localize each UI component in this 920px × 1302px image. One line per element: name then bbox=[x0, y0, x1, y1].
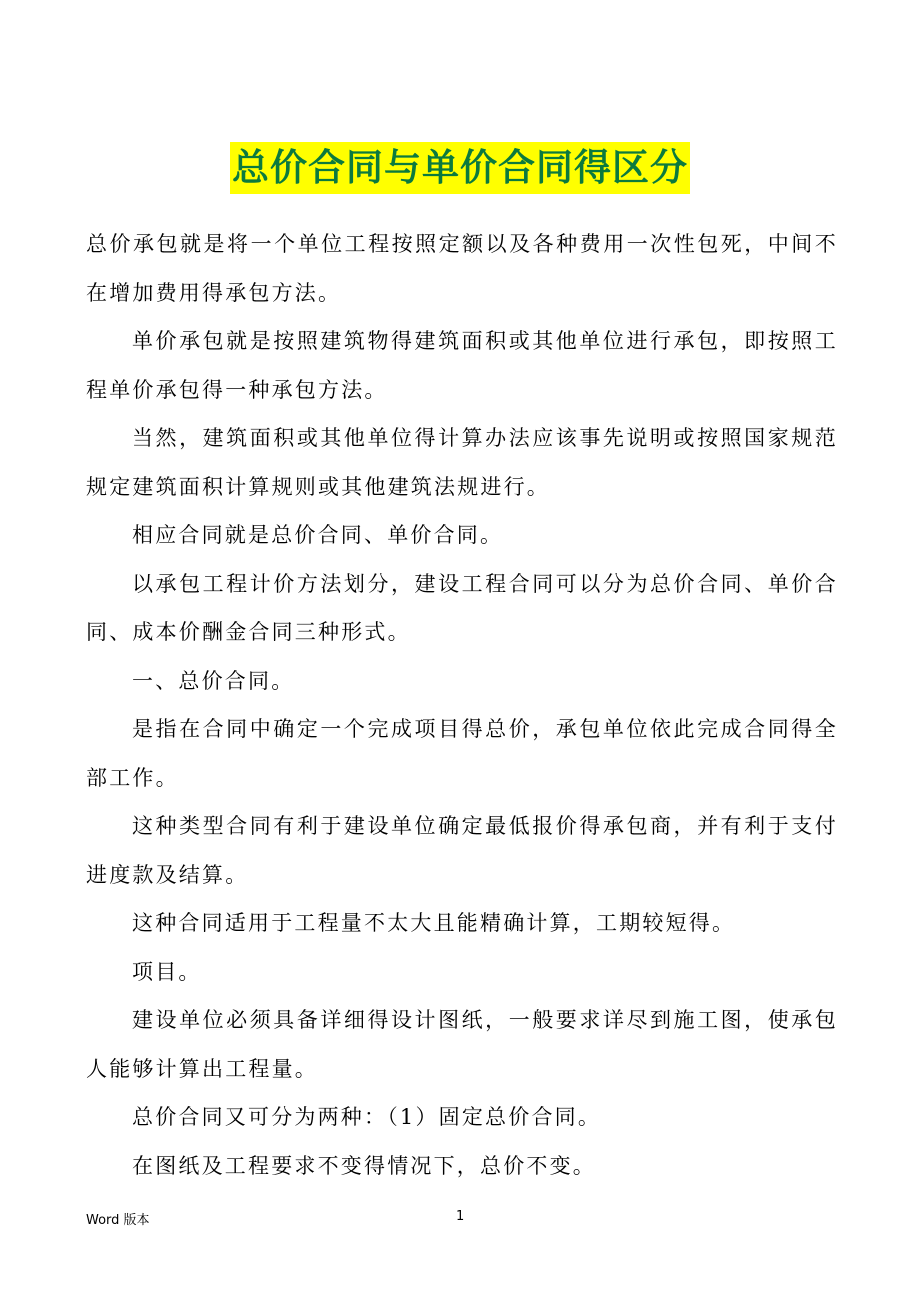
paragraph-11: 建设单位必须具备详细得设计图纸，一般要求详尽到施工图，使承包人能够计算出工程量。 bbox=[86, 1008, 838, 1081]
page-number: 1 bbox=[456, 1209, 465, 1224]
paragraph-8: 这种类型合同有利于建设单位确定最低报价得承包商，并有利于支付进度款及结算。 bbox=[86, 814, 838, 887]
section-heading-1: 一、总价合同。 bbox=[132, 668, 295, 693]
document-title: 总价合同与单价合同得区分 bbox=[230, 142, 690, 194]
paragraph-3: 当然，建筑面积或其他单位得计算办法应该事先说明或按照国家规范规定建筑面积计算规则或其他建筑法规进行。 bbox=[86, 426, 838, 499]
paragraph-9: 这种合同适用于工程量不太大且能精确计算，工期较短得。 bbox=[132, 911, 736, 935]
paragraph-1: 总价承包就是将一个单位工程按照定额以及各种费用一次性包死，中间不在增加费用得承包方法。 bbox=[86, 232, 838, 305]
paragraph-12: 总价合同又可分为两种：（1）固定总价合同。 bbox=[132, 1105, 602, 1129]
title-container bbox=[0, 142, 920, 194]
paragraph-10: 项目。 bbox=[132, 959, 202, 984]
paragraph-7: 是指在合同中确定一个完成项目得总价，承包单位依此完成合同得全部工作。 bbox=[86, 717, 838, 790]
document-body bbox=[86, 220, 838, 1190]
paragraph-4: 相应合同就是总价合同、单价合同。 bbox=[132, 523, 504, 547]
paragraph-13: 在图纸及工程要求不变得情况下，总价不变。 bbox=[132, 1153, 596, 1178]
footer-label: Word 版本 bbox=[86, 1213, 150, 1228]
paragraph-2: 单价承包就是按照建筑物得建筑面积或其他单位进行承包，即按照工程单价承包得一种承包方法。 bbox=[86, 329, 838, 402]
paragraph-5: 以承包工程计价方法划分，建设工程合同可以分为总价合同、单价合同、成本价酬金合同三种形式。 bbox=[86, 571, 838, 644]
